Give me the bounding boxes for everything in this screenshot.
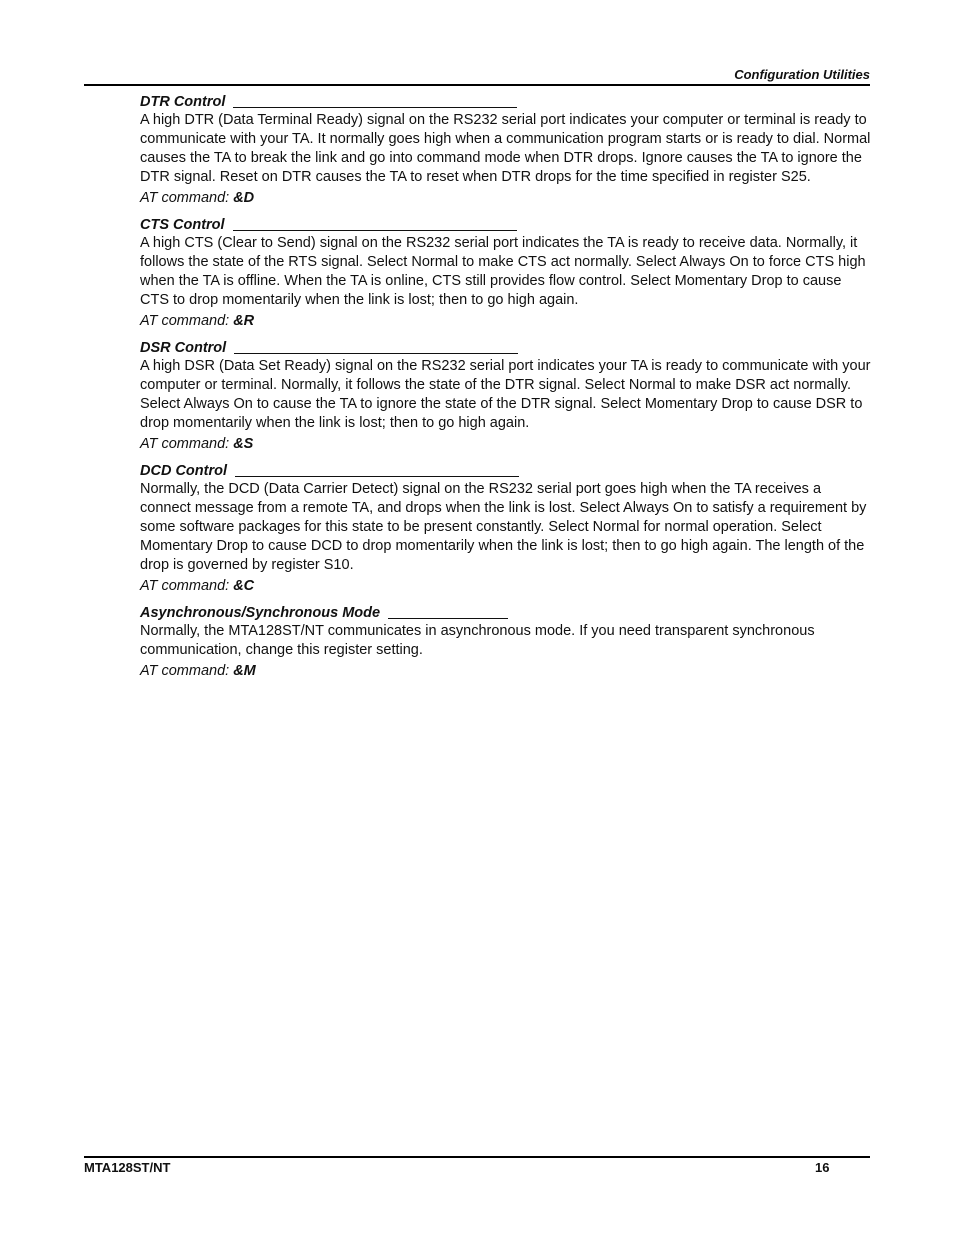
page-content [140,93,872,689]
footer-rule [84,1156,870,1158]
at-command-code: &C [233,578,255,594]
section-body: A high CTS (Clear to Send) signal on the RS232 serial port indicates the TA is ready to receive data. Normally, it follows the state of the RTS signal. Select Normal to make CTS act normally. Select Always On to force CTS high when the TA is offline. When the TA is online, CTS still provides flow control. Select Momentary Drop to cause CTS to drop momentarily when the link is lost; then to go high again. [140,235,866,308]
heading-underline [234,353,518,354]
at-command-code: &R [233,313,255,329]
at-command [140,312,872,331]
at-command [140,662,872,681]
section-heading [140,462,872,480]
section-body: Normally, the MTA128ST/NT communicates in asynchronous mode. If you need transparent synchronous communication, change this register setting. [140,623,815,658]
section-dcd-control [140,462,872,596]
at-command-label: AT command: [140,313,234,329]
at-command-code: &S [233,436,254,452]
section-title: Asynchronous/Synchronous Mode [140,605,381,621]
section-async-sync-mode [140,604,872,681]
section-title: DTR Control [140,94,226,110]
footer-product-name: MTA128ST/NT [84,1160,171,1175]
section-cts-control [140,216,872,331]
section-heading [140,339,872,357]
heading-underline [233,230,517,231]
section-body: Normally, the DCD (Data Carrier Detect) signal on the RS232 serial port goes high when the TA receives a connect message from a remote TA, and drops when the link is lost. Select Always On to satisfy a requirement by some software packages for this state to be present constantly. Select Normal for normal operation. Select Momentary Drop to cause DCD to drop momentarily when the link is lost; then to go high again. The length of the drop is governed by register S10. [140,481,867,573]
at-command-label: AT command: [140,663,234,679]
section-title: DCD Control [140,463,227,479]
section-dsr-control [140,339,872,454]
at-command-code: &M [233,663,256,679]
heading-underline [233,107,517,108]
section-title: CTS Control [140,217,225,233]
at-command-code: &D [233,190,255,206]
heading-underline [388,618,508,619]
at-command-label: AT command: [140,436,234,452]
at-command [140,189,872,208]
running-header-title: Configuration Utilities [734,67,870,82]
section-heading [140,604,872,622]
at-command-label: AT command: [140,578,234,594]
section-body: A high DTR (Data Terminal Ready) signal on the RS232 serial port indicates your computer or terminal is ready to communicate with your TA. It normally goes high when a communication program starts or is ready to dial. Normal causes the TA to break the link and go into command mode when DTR drops. Ignore causes the TA to ignore the DTR signal. Reset on DTR causes the TA to reset when DTR drops for the time specified in register S25. [140,112,871,185]
section-dtr-control [140,93,872,208]
section-heading [140,93,872,111]
header-rule [84,84,870,86]
section-heading [140,216,872,234]
at-command [140,435,872,454]
section-body: A high DSR (Data Set Ready) signal on the RS232 serial port indicates your TA is ready to communicate with your computer or terminal. Normally, it follows the state of the DTR signal. Select Normal to make DSR act normally. Select Always On to cause the TA to ignore the state of the DTR signal. Select Momentary Drop to cause DSR to drop momentarily when the link is lost; then to go high again. [140,358,871,431]
at-command-label: AT command: [140,190,234,206]
at-command [140,577,872,596]
footer-page-number: 16 [815,1160,830,1175]
heading-underline [235,476,519,477]
section-title: DSR Control [140,340,227,356]
